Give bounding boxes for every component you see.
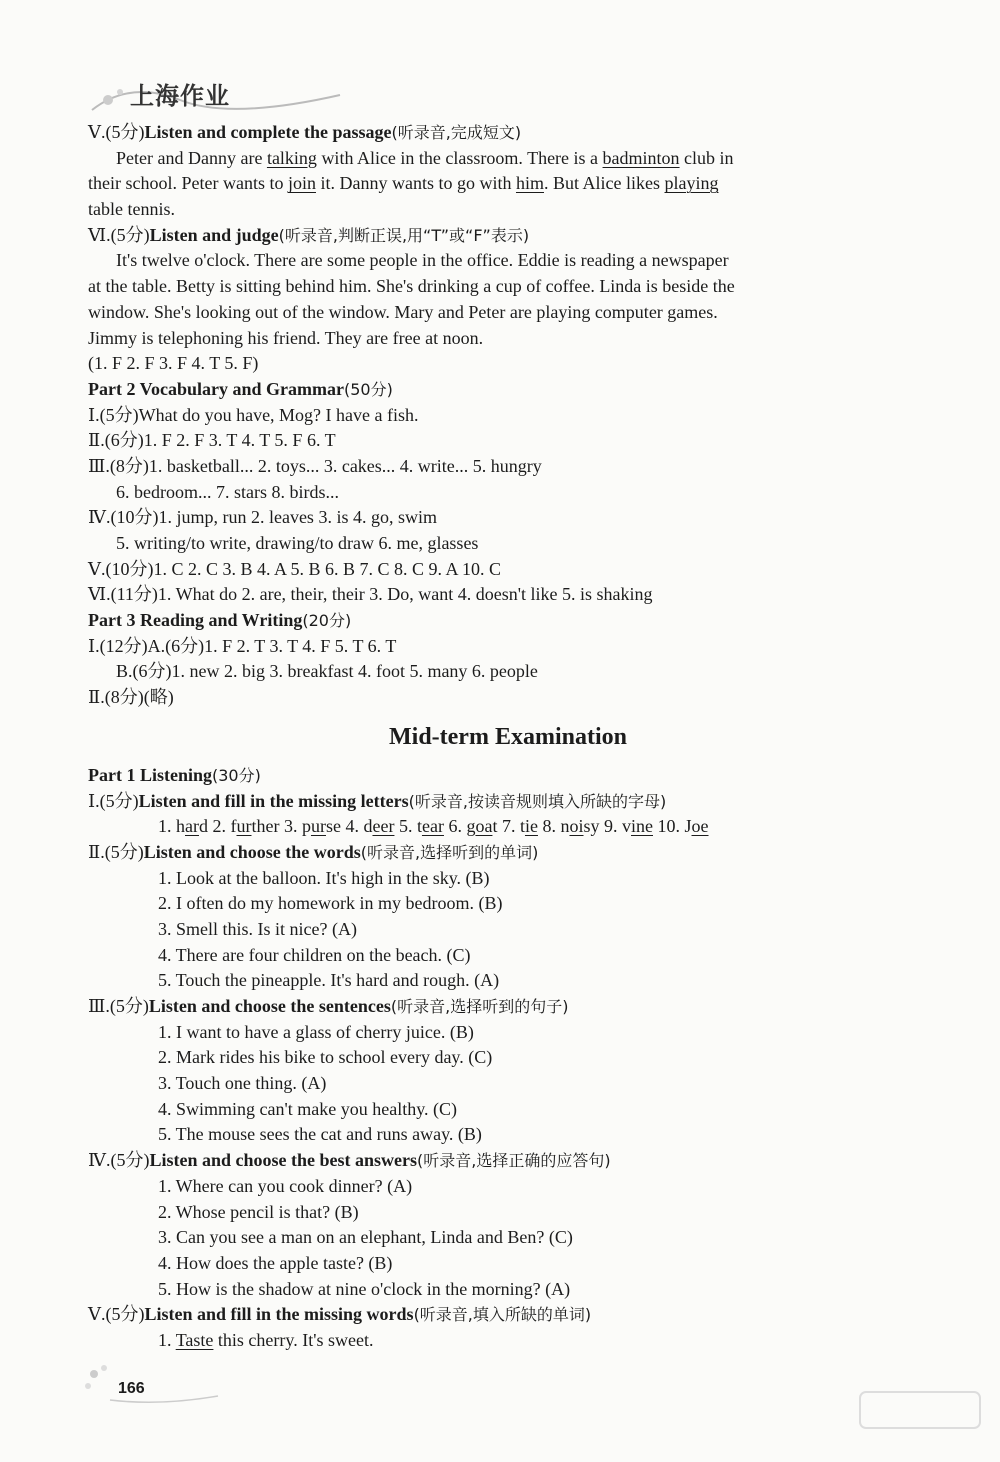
answer-blank: playing [664, 173, 719, 194]
text-segment: 4. There are four children on the beach. (C) [158, 944, 471, 965]
text-line [88, 428, 928, 454]
text-segment: Ⅴ.(10分)1. C 2. C 3. B 4. A 5. B 6. B 7. C 8. C 9. A 10. C [88, 558, 502, 579]
text-segment: 1. h [158, 816, 185, 837]
answer-blank: ur [310, 816, 326, 837]
text-line [88, 1097, 928, 1123]
text-line [88, 454, 928, 480]
text-line [88, 274, 928, 300]
answer-blank: him [515, 173, 544, 194]
text-segment: Ⅴ.(5分) [88, 1304, 145, 1325]
text-segment: it. Danny wants to go with [315, 173, 516, 194]
text-segment: t 7. t [492, 816, 525, 837]
text-segment: Peter and Danny are [116, 147, 267, 168]
text-segment: 4. Swimming can't make you healthy. (C) [158, 1098, 458, 1119]
text-line [88, 685, 928, 711]
text-segment: 3. Can you see a man on an elephant, Linda and Ben? (C) [158, 1227, 573, 1248]
text-segment: Ⅱ.(6分)1. F 2. F 3. T 4. T 5. F 6. T [88, 430, 336, 451]
text-segment: . But Alice likes [544, 173, 665, 194]
text-segment: Ⅳ.(10分)1. jump, run 2. leaves 3. is 4. go, swim [88, 507, 437, 528]
answer-blank: ar [185, 816, 199, 837]
text-line [88, 763, 928, 789]
answer-blank: badminton [602, 147, 680, 168]
section-heading: Listen and fill in the missing letters [138, 790, 409, 811]
text-segment: 1. I want to have a glass of cherry juice. (B) [158, 1021, 474, 1042]
header-logo [90, 70, 350, 120]
text-line [88, 1174, 928, 1200]
page-number: 166 [118, 1380, 145, 1397]
text-line [88, 1302, 928, 1328]
answer-blank: talking [266, 147, 317, 168]
page-corner-decoration-icon [80, 1358, 220, 1408]
text-line [88, 866, 928, 892]
section-heading: Listen and complete the passage [144, 122, 392, 142]
text-segment: (听录音,选择听到的句子) [390, 997, 569, 1016]
text-line [88, 659, 928, 685]
text-segment: se 4. d [325, 816, 373, 837]
section-heading: Part 1 Listening [88, 764, 212, 785]
text-line [88, 814, 928, 840]
text-segment: Ⅵ.(5分) [88, 224, 150, 245]
text-segment: 5. Touch the pineapple. It's hard and rough. (A) [158, 970, 500, 991]
text-segment: (50分) [344, 379, 393, 399]
text-line [88, 197, 928, 223]
section-heading: Part 3 Reading and Writing [88, 610, 303, 631]
text-segment: 10. J [653, 816, 692, 837]
text-segment: with Alice in the classroom. There is a [316, 147, 603, 168]
text-line [88, 1277, 928, 1303]
text-segment: d 2. f [198, 816, 237, 837]
text-segment: Ⅳ.(5分) [88, 1150, 150, 1171]
text-segment: 3. Smell this. Is it nice? (A) [158, 918, 357, 939]
text-line [88, 300, 928, 326]
answer-blank: Taste [175, 1329, 214, 1350]
text-line [88, 994, 928, 1020]
text-line [88, 480, 928, 506]
text-line [88, 917, 928, 943]
text-line [88, 1225, 928, 1251]
answer-blank: ie [524, 816, 538, 837]
answer-blank: ur [236, 816, 252, 837]
section-heading: Listen and choose the words [143, 841, 361, 862]
text-segment: Ⅲ.(5分) [88, 996, 149, 1016]
text-segment: at the table. Betty is sitting behind him. She's drinking a cup of coffee. Linda is beside the [88, 276, 735, 297]
text-segment: 6. bedroom... 7. stars 8. birds... [116, 481, 339, 502]
text-segment: (听录音,判断正误,用“T”或“F”表示) [278, 225, 530, 245]
text-line [88, 171, 928, 197]
text-line [88, 943, 928, 969]
text-segment: (30分) [212, 765, 261, 785]
text-segment: 3. Touch one thing. (A) [158, 1073, 327, 1094]
text-segment: Mid-term Examination [389, 723, 627, 750]
text-line [88, 1071, 928, 1097]
answer-key-content [88, 120, 928, 1354]
text-segment: Ⅲ.(8分)1. basketball... 2. toys... 3. cakes... 4. write... 5. hungry [88, 455, 542, 476]
text-line [88, 891, 928, 917]
section-heading: Part 2 Vocabulary and Grammar [88, 378, 344, 399]
text-line [88, 505, 928, 531]
site-watermark-icon [800, 1390, 990, 1450]
text-segment: (听录音,按读音规则填入所缺的字母) [408, 791, 667, 811]
text-segment: (20分) [302, 611, 352, 631]
text-line [88, 1020, 928, 1046]
text-segment: 5. The mouse sees the cat and runs away. (B) [158, 1124, 482, 1145]
text-line [88, 1328, 928, 1354]
text-segment: 1. Look at the balloon. It's high in the sky. (B) [158, 867, 490, 888]
text-segment: Ⅰ.(5分) [88, 790, 139, 811]
text-segment: this cherry. It's sweet. [213, 1329, 374, 1350]
text-segment: 1. Where can you cook dinner? (A) [158, 1175, 413, 1196]
text-line [88, 608, 928, 634]
text-segment: Jimmy is telephoning his friend. They are free at noon. [88, 327, 484, 348]
text-segment: 2. Mark rides his bike to school every day. (C) [158, 1047, 493, 1068]
text-segment: club in [679, 147, 734, 168]
answer-blank: oa [475, 816, 493, 837]
text-segment: (听录音,选择听到的单词) [360, 842, 539, 862]
section-title [88, 711, 928, 763]
text-line [88, 582, 928, 608]
text-line [88, 840, 928, 866]
section-heading: Listen and choose the sentences [148, 996, 391, 1016]
text-line [88, 1148, 928, 1174]
section-heading: Listen and fill in the missing words [144, 1304, 414, 1325]
text-segment: (听录音,完成短文) [391, 123, 522, 142]
text-segment: 5. t [394, 816, 422, 837]
text-segment: Ⅰ.(12分)A.(6分)1. F 2. T 3. T 4. F 5. T 6. T [88, 635, 397, 656]
text-line [88, 223, 928, 249]
answer-blank: oi [569, 816, 584, 837]
text-segment: 5. writing/to write, drawing/to draw 6. me, glasses [116, 533, 479, 553]
text-segment: ther 3. p [251, 816, 311, 837]
text-segment: 1. [158, 1329, 176, 1350]
text-line [88, 403, 928, 429]
text-segment: B.(6分)1. new 2. big 3. breakfast 4. foot 5. many 6. people [116, 661, 538, 682]
text-line [88, 1251, 928, 1277]
text-segment: 5. How is the shadow at nine o'clock in the morning? (A) [158, 1278, 571, 1299]
answer-blank: eer [372, 816, 395, 837]
section-heading: Listen and choose the best answers [149, 1150, 417, 1171]
logo-title: 上海作业 [130, 82, 230, 110]
text-segment: 6. g [443, 816, 476, 837]
text-segment: sy 9. v [583, 816, 631, 837]
text-line [88, 120, 928, 146]
answer-blank: ear [421, 816, 444, 837]
text-segment: 4. How does the apple taste? (B) [158, 1252, 393, 1273]
text-line [88, 968, 928, 994]
text-segment: table tennis. [88, 199, 175, 220]
text-segment: 2. I often do my homework in my bedroom. (B) [158, 893, 503, 914]
text-line [88, 557, 928, 583]
text-line [88, 1200, 928, 1226]
answer-blank: ine [631, 816, 653, 837]
answer-blank: join [287, 173, 316, 194]
text-line [88, 377, 928, 403]
text-line [88, 634, 928, 660]
text-line [88, 326, 928, 352]
text-segment: (听录音,填入所缺的单词) [413, 1305, 592, 1325]
text-segment: (1. F 2. F 3. F 4. T 5. F) [88, 353, 259, 374]
text-segment: Ⅱ.(8分)(略) [88, 687, 174, 708]
text-line [88, 351, 928, 377]
answer-blank: oe [691, 816, 709, 837]
text-segment: Ⅴ.(5分) [88, 122, 145, 142]
text-segment: their school. Peter wants to [88, 173, 288, 194]
text-segment: It's twelve o'clock. There are some people in the office. Eddie is reading a newspaper [116, 250, 729, 271]
text-line [88, 248, 928, 274]
section-heading: Listen and judge [149, 224, 279, 245]
text-line [88, 1122, 928, 1148]
text-segment: 2. Whose pencil is that? (B) [158, 1201, 359, 1222]
text-line [88, 1045, 928, 1071]
text-segment: window. She's looking out of the window. Mary and Peter are playing computer games. [88, 301, 718, 322]
text-segment: Ⅰ.(5分)What do you have, Mog? I have a fish. [88, 404, 419, 425]
text-line [88, 146, 928, 172]
text-segment: (听录音,选择正确的应答句) [417, 1151, 611, 1171]
text-segment: 8. n [537, 816, 570, 837]
text-line [88, 531, 928, 557]
text-segment: Ⅱ.(5分) [88, 841, 144, 862]
text-line [88, 789, 928, 815]
text-segment: Ⅵ.(11分)1. What do 2. are, their, their 3. Do, want 4. doesn't like 5. is shaking [88, 584, 653, 605]
